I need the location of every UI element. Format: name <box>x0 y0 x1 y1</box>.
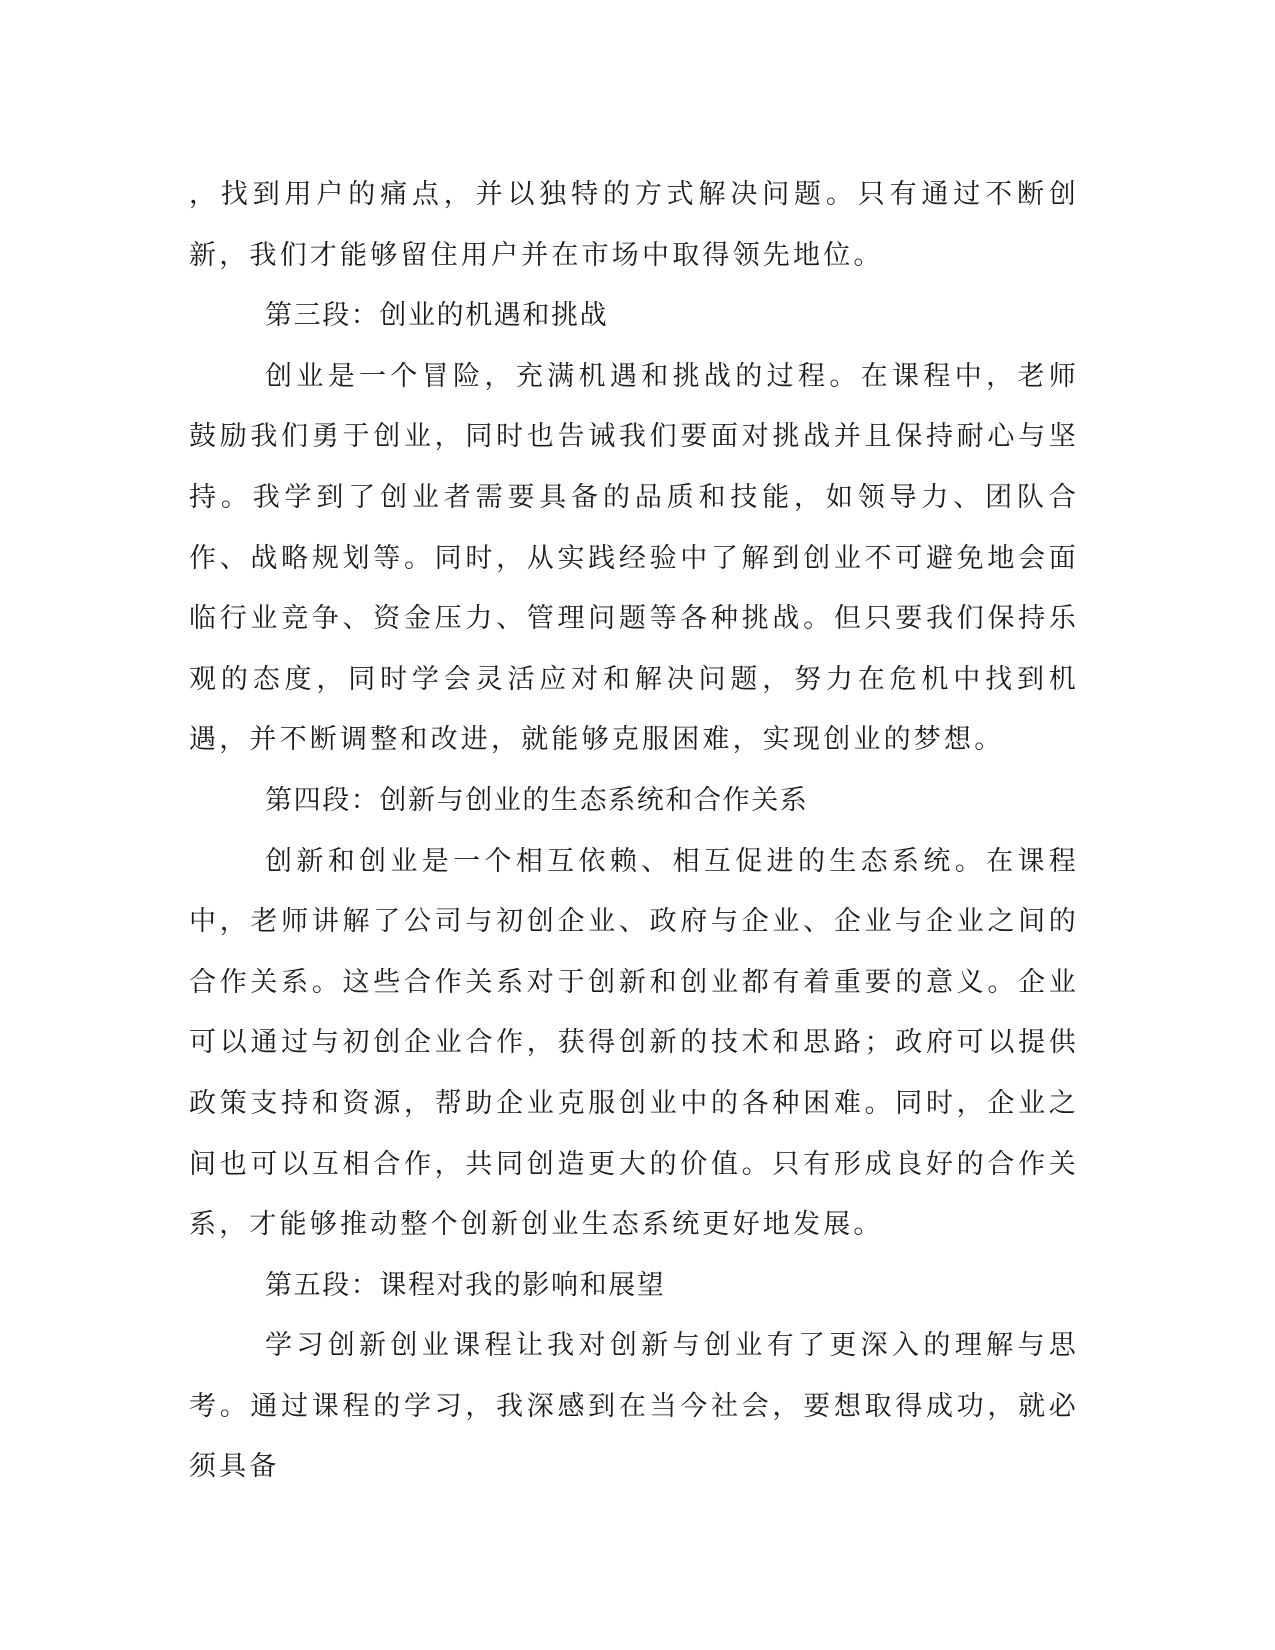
section-5-paragraph: 学习创新创业课程让我对创新与创业有了更深入的理解与思考。通过课程的学习，我深感到在当今社会，要想取得成功，就必须具备 <box>189 1330 1079 1483</box>
section-4-heading: 第四段：创新与创业的生态系统和合作关系 <box>265 784 809 816</box>
paragraph-continuation: ，找到用户的痛点，并以独特的方式解决问题。只有通过不断创新，我们才能够留住用户并在市场中取得领先地位。 <box>189 179 1079 271</box>
section-3-paragraph: 创业是一个冒险，充满机遇和挑战的过程。在课程中，老师鼓励我们勇于创业，同时也告诫我们要面对挑战并且保持耐心与坚持。我学到了创业者需要具备的品质和技能，如领导力、团队合作、战略规划等。同时，从实践经验中了解到创业不可避免地会面临行业竞争、资金压力、管理问题等各种挑战。但只要我们保持乐观的态度，同时学会灵活应对和解决问题，努力在危机中找到机遇，并不断调整和改进，就能够克服困难，实现创业的梦想。 <box>189 360 1079 756</box>
section-4-paragraph: 创新和创业是一个相互依赖、相互促进的生态系统。在课程中，老师讲解了公司与初创企业、政府与企业、企业与企业之间的合作关系。这些合作关系对于创新和创业都有着重要的意义。企业可以通过与初创企业合作，获得创新的技术和思路；政府可以提供政策支持和资源，帮助企业克服创业中的各种困难。同时，企业之间也可以互相合作，共同创造更大的价值。只有形成良好的合作关系，才能够推动整个创新创业生态系统更好地发展。 <box>189 845 1079 1241</box>
document-body <box>189 165 1079 1498</box>
section-3-heading: 第三段：创业的机遇和挑战 <box>265 300 609 332</box>
section-5-heading: 第五段：课程对我的影响和展望 <box>265 1269 666 1301</box>
